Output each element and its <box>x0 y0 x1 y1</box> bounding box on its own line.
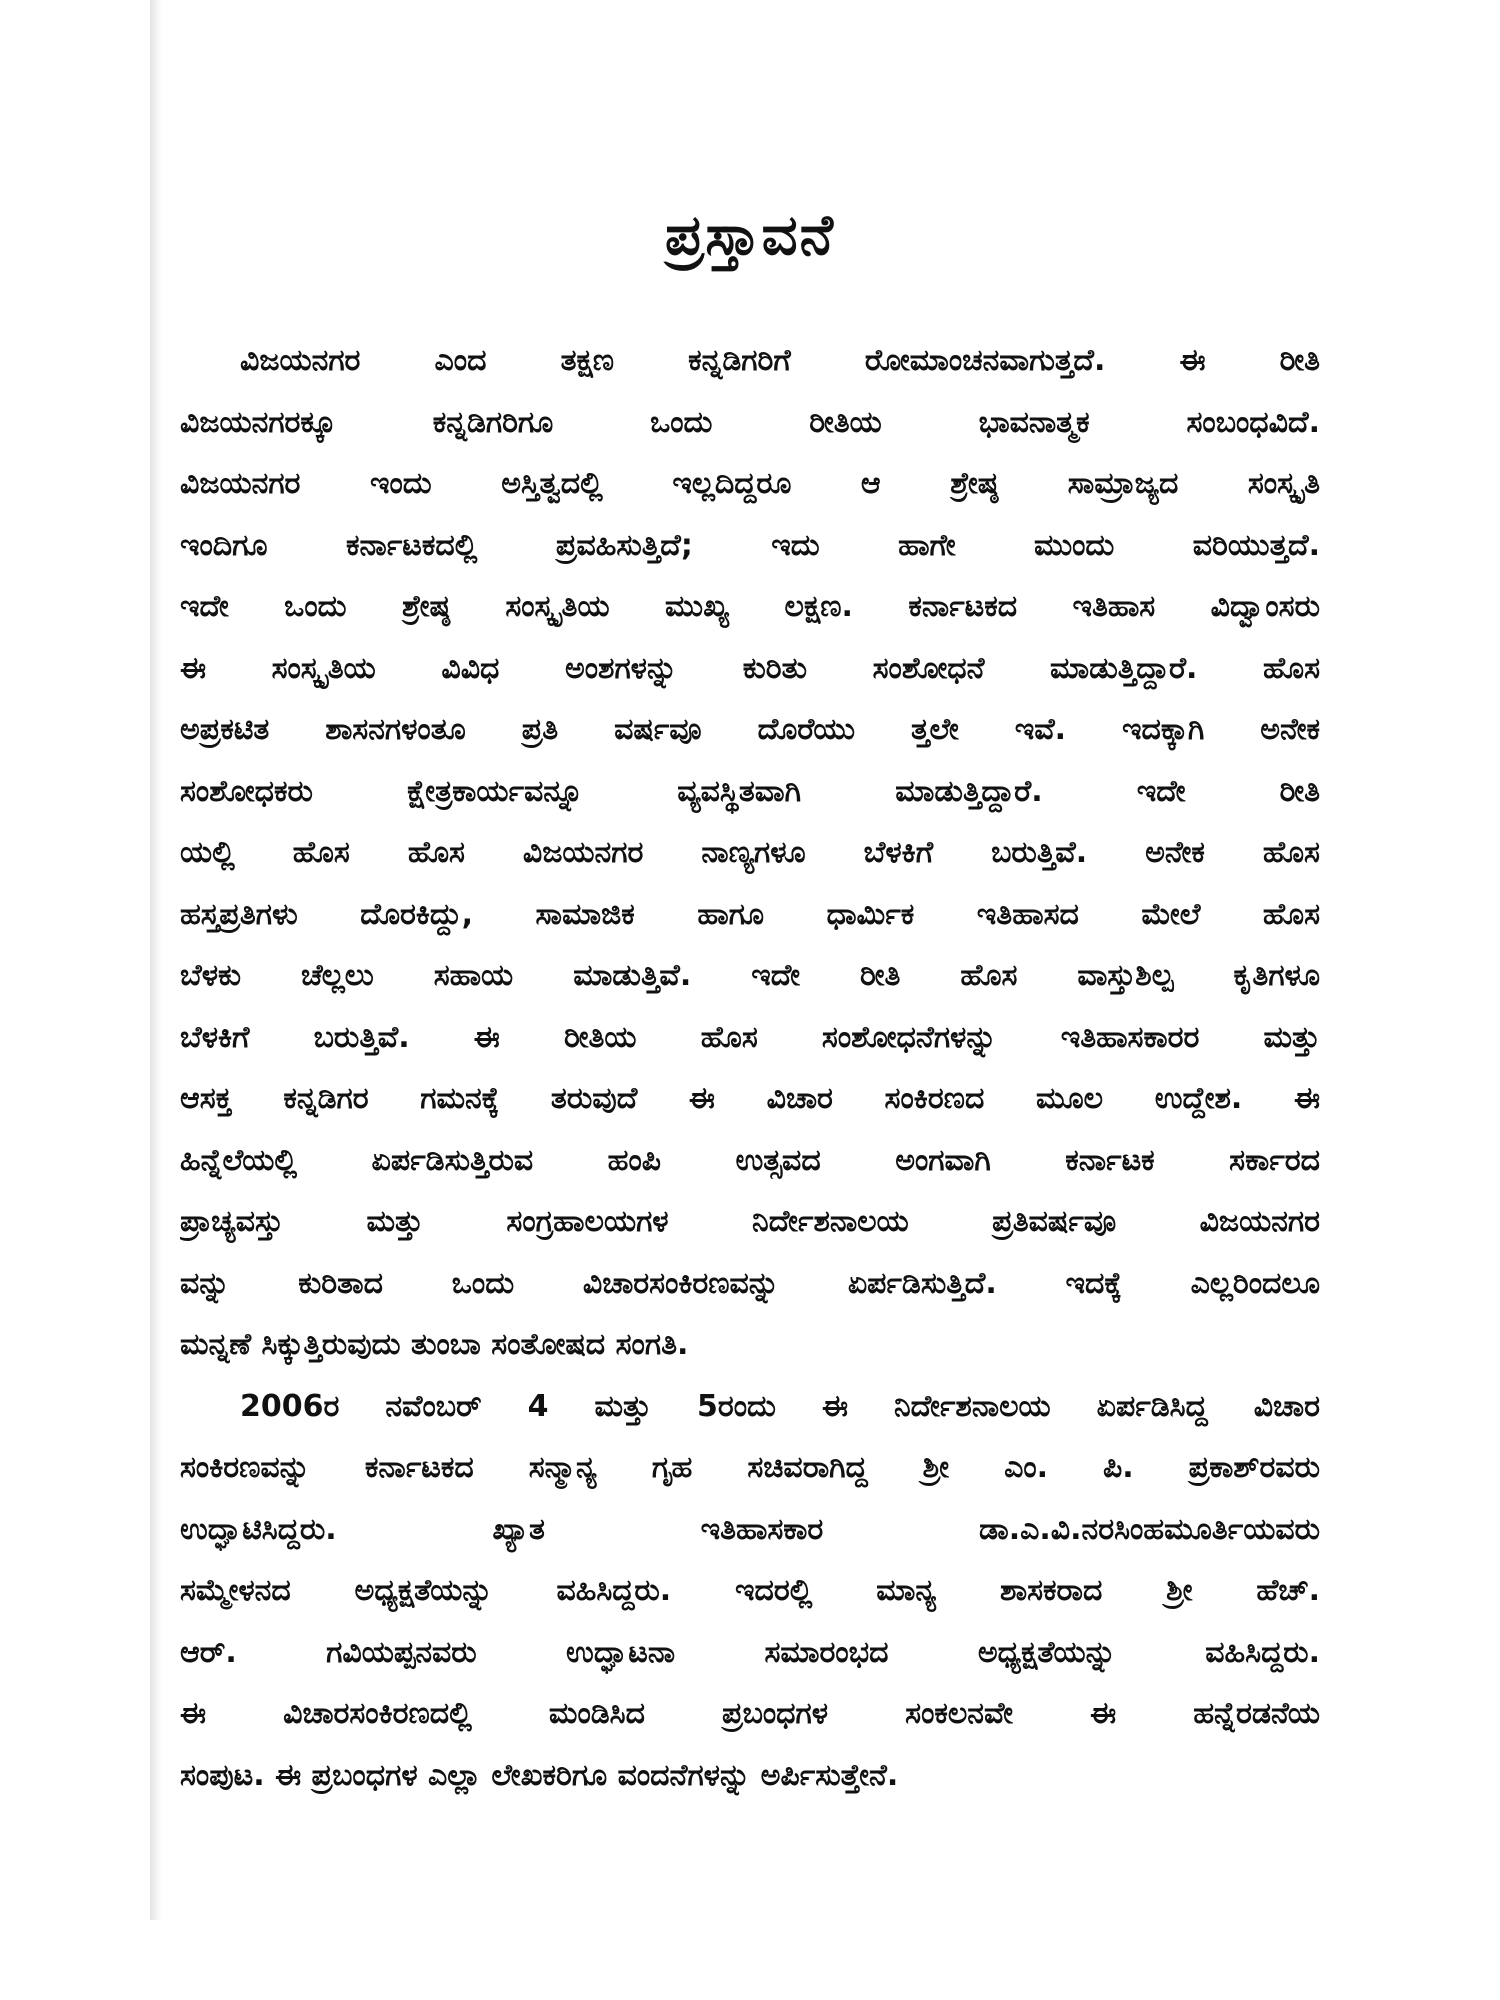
scan-shadow-edge <box>150 0 162 1920</box>
text-line: ಯಲ್ಲಿ ಹೊಸ ಹೊಸ ವಿಜಯನಗರ ನಾಣ್ಯಗಳೂ ಬೆಳಕಿಗೆ ಬರುತ್ತಿವೆ. ಅನೇಕ ಹೊಸ <box>180 835 1320 870</box>
paragraph-1 <box>180 330 1320 1376</box>
body-text <box>180 330 1320 1806</box>
text-line: ಈ ವಿಚಾರಸಂಕಿರಣದಲ್ಲಿ ಮಂಡಿಸಿದ ಪ್ರಬಂಧಗಳ ಸಂಕಲನವೇ ಈ ಹನ್ನೆರಡನೆಯ <box>180 1696 1320 1731</box>
text-line: ಸಂಶೋಧಕರು ಕ್ಷೇತ್ರಕಾರ್ಯವನ್ನೂ ವ್ಯವಸ್ಥಿತವಾಗಿ ಮಾಡುತ್ತಿದ್ದಾರೆ. ಇದೇ ರೀತಿ <box>180 773 1320 809</box>
text-line: ವಿಜಯನಗರಕ್ಕೂ ಕನ್ನಡಿಗರಿಗೂ ಒಂದು ರೀತಿಯ ಭಾವನಾತ್ಮಕ ಸಂಬಂಧವಿದೆ. <box>180 404 1320 440</box>
text-line: ಬೆಳಕಿಗೆ ಬರುತ್ತಿವೆ. ಈ ರೀತಿಯ ಹೊಸ ಸಂಶೋಧನೆಗಳನ್ನು ಇತಿಹಾಸಕಾರರ ಮತ್ತು <box>180 1019 1320 1055</box>
page-title: ಪ್ರಸ್ತಾವನೆ <box>665 203 835 268</box>
text-line: ಸಮ್ಮೇಳನದ ಅಧ್ಯಕ್ಷತೆಯನ್ನು ವಹಿಸಿದ್ದರು. ಇದರಲ್ಲಿ ಮಾನ್ಯ ಶಾಸಕರಾದ ಶ್ರೀ ಹೆಚ್. <box>180 1573 1320 1608</box>
text-line: ವಿಜಯನಗರ ಎಂದ ತಕ್ಷಣ ಕನ್ನಡಿಗರಿಗೆ ರೋಮಾಂಚನವಾಗುತ್ತದೆ. ಈ ರೀತಿ <box>240 343 1320 378</box>
text-line: ಹಸ್ತಪ್ರತಿಗಳು ದೊರಕಿದ್ದು, ಸಾಮಾಜಿಕ ಹಾಗೂ ಧಾರ್ಮಿಕ ಇತಿಹಾಸದ ಮೇಲೆ ಹೊಸ <box>180 896 1320 932</box>
text-line: ಪ್ರಾಚ್ಯವಸ್ತು ಮತ್ತು ಸಂಗ್ರಹಾಲಯಗಳ ನಿರ್ದೇಶನಾಲಯ ಪ್ರತಿವರ್ಷವೂ ವಿಜಯನಗರ <box>180 1204 1320 1239</box>
text-line: 2006ರ ನವೆಂಬರ್ 4 ಮತ್ತು 5ರಂದು ಈ ನಿರ್ದೇಶನಾಲಯ ಏರ್ಪಡಿಸಿದ್ದ ವಿಚಾರ <box>240 1388 1320 1424</box>
text-line: ಹಿನ್ನೆಲೆಯಲ್ಲಿ ಏರ್ಪಡಿಸುತ್ತಿರುವ ಹಂಪಿ ಉತ್ಸವದ ಅಂಗವಾಗಿ ಕರ್ನಾಟಕ ಸರ್ಕಾರದ <box>180 1142 1320 1178</box>
text-line: ಬೆಳಕು ಚೆಲ್ಲಲು ಸಹಾಯ ಮಾಡುತ್ತಿವೆ. ಇದೇ ರೀತಿ ಹೊಸ ವಾಸ್ತುಶಿಲ್ಪ ಕೃತಿಗಳೂ <box>180 958 1320 993</box>
text-line: ಸಂಪುಟ. ಈ ಪ್ರಬಂಧಗಳ ಎಲ್ಲಾ ಲೇಖಕರಿಗೂ ವಂದನೆಗಳನ್ನು ಅರ್ಪಿಸುತ್ತೇನೆ. <box>180 1757 899 1793</box>
text-line: ಸಂಕಿರಣವನ್ನು ಕರ್ನಾಟಕದ ಸನ್ಮಾನ್ಯ ಗೃಹ ಸಚಿವರಾಗಿದ್ದ ಶ್ರೀ ಎಂ. ಪಿ. ಪ್ರಕಾಶ್‌ರವರು <box>180 1450 1320 1485</box>
text-line: ವನ್ನು ಕುರಿತಾದ ಒಂದು ವಿಚಾರಸಂಕಿರಣವನ್ನು ಏರ್ಪಡಿಸುತ್ತಿದೆ. ಇದಕ್ಕೆ ಎಲ್ಲರಿಂದಲೂ <box>180 1265 1320 1301</box>
text-line: ಈ ಸಂಸ್ಕೃತಿಯ ವಿವಿಧ ಅಂಶಗಳನ್ನು ಕುರಿತು ಸಂಶೋಧನೆ ಮಾಡುತ್ತಿದ್ದಾರೆ. ಹೊಸ <box>180 650 1320 686</box>
text-line: ಇದೇ ಒಂದು ಶ್ರೇಷ್ಠ ಸಂಸ್ಕೃತಿಯ ಮುಖ್ಯ ಲಕ್ಷಣ. ಕರ್ನಾಟಕದ ಇತಿಹಾಸ ವಿದ್ವಾಂಸರು <box>180 589 1320 624</box>
text-line: ಮನ್ನಣೆ ಸಿಕ್ಕುತ್ತಿರುವುದು ತುಂಬಾ ಸಂತೋಷದ ಸಂಗತಿ. <box>180 1327 689 1362</box>
text-line: ವಿಜಯನಗರ ಇಂದು ಅಸ್ತಿತ್ವದಲ್ಲಿ ಇಲ್ಲದಿದ್ದರೂ ಆ ಶ್ರೇಷ್ಠ ಸಾಮ್ರಾಜ್ಯದ ಸಂಸ್ಕೃತಿ <box>180 466 1320 501</box>
text-line: ಉದ್ಘಾಟಿಸಿದ್ದರು. ಖ್ಯಾತ ಇತಿಹಾಸಕಾರ ಡಾ.ಎ.ವಿ.ನರಸಿಂಹಮೂರ್ತಿಯವರು <box>180 1511 1320 1547</box>
text-line: ಆಸಕ್ತ ಕನ್ನಡಿಗರ ಗಮನಕ್ಕೆ ತರುವುದೆ ಈ ವಿಚಾರ ಸಂಕಿರಣದ ಮೂಲ ಉದ್ದೇಶ. ಈ <box>180 1081 1320 1116</box>
paragraph-2 <box>180 1376 1320 1807</box>
text-line: ಆರ್. ಗವಿಯಪ್ಪನವರು ಉದ್ಘಾಟನಾ ಸಮಾರಂಭದ ಅಧ್ಯಕ್ಷತೆಯನ್ನು ವಹಿಸಿದ್ದರು. <box>180 1634 1320 1670</box>
text-line: ಇಂದಿಗೂ ಕರ್ನಾಟಕದಲ್ಲಿ ಪ್ರವಹಿಸುತ್ತಿದೆ; ಇದು ಹಾಗೇ ಮುಂದು ವರಿಯುತ್ತದೆ. <box>180 527 1320 563</box>
text-line: ಅಪ್ರಕಟಿತ ಶಾಸನಗಳಂತೂ ಪ್ರತಿ ವರ್ಷವೂ ದೊರೆಯು ತ್ತಲೇ ಇವೆ. ಇದಕ್ಕಾಗಿ ಅನೇಕ <box>180 712 1320 747</box>
